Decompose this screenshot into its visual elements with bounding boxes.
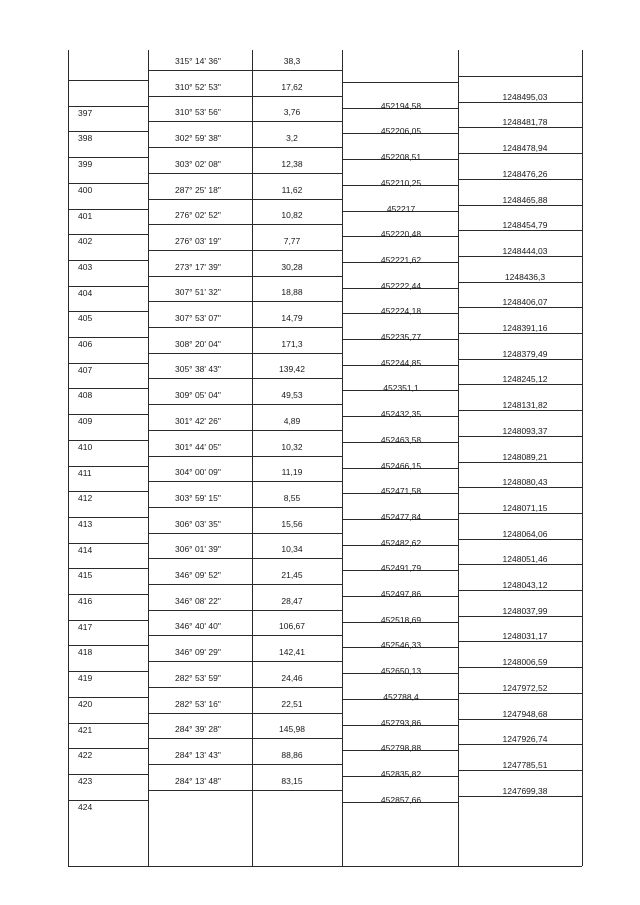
coordinate-x: 452835,82 — [380, 768, 422, 779]
row-line — [252, 121, 342, 122]
row-line — [458, 307, 582, 308]
point-number: 403 — [78, 261, 93, 272]
coordinate-x: 452518,69 — [380, 614, 422, 625]
row-line — [458, 127, 582, 128]
point-number: 407 — [78, 364, 93, 375]
row-line — [458, 282, 582, 283]
row-line — [458, 76, 582, 77]
row-line — [342, 82, 458, 83]
bearing-angle: 308° 20' 04" — [175, 338, 221, 349]
coordinate-x: 452220,48 — [380, 229, 422, 240]
segment-length: 10,82 — [281, 210, 303, 221]
coordinate-y: 1247948,68 — [502, 708, 548, 719]
row-line — [68, 311, 148, 312]
row-line — [68, 363, 148, 364]
row-line — [148, 353, 252, 354]
point-number: 419 — [78, 673, 93, 684]
bearing-angle: 304° 00' 09" — [175, 467, 221, 478]
segment-length: 15,56 — [281, 518, 303, 529]
row-line — [68, 234, 148, 235]
row-line — [458, 102, 582, 103]
row-line — [68, 80, 148, 81]
row-line — [252, 301, 342, 302]
row-line — [458, 744, 582, 745]
row-line — [252, 738, 342, 739]
row-line — [252, 70, 342, 71]
row-line — [458, 693, 582, 694]
bearing-angle: 346° 09' 29" — [175, 647, 221, 658]
coordinate-y: 1248465,88 — [502, 194, 548, 205]
row-line — [148, 687, 252, 688]
row-line — [68, 594, 148, 595]
row-line — [458, 179, 582, 180]
row-line — [458, 719, 582, 720]
row-line — [148, 173, 252, 174]
row-line — [68, 671, 148, 672]
row-line — [148, 481, 252, 482]
bearing-angle: 346° 09' 52" — [175, 570, 221, 580]
row-line — [458, 359, 582, 360]
point-number: 408 — [78, 390, 93, 401]
row-line — [458, 590, 582, 591]
row-line — [148, 199, 252, 200]
row-line — [148, 456, 252, 457]
coordinate-x: 452857,66 — [380, 794, 422, 805]
bearing-angle: 306° 03' 35" — [175, 518, 221, 529]
row-line — [68, 131, 148, 132]
segment-length: 106,67 — [279, 621, 305, 632]
bearing-angle: 306° 01' 39" — [175, 544, 221, 555]
coordinate-y: 1248089,21 — [502, 451, 548, 462]
segment-length: 83,15 — [281, 775, 303, 786]
row-line — [68, 106, 148, 107]
row-line — [148, 378, 252, 379]
segment-length: 11,19 — [281, 467, 303, 478]
row-line — [458, 205, 582, 206]
coordinate-y: 1248478,94 — [502, 143, 548, 154]
coordinate-y: 1248481,78 — [502, 117, 548, 128]
point-number: 413 — [78, 518, 93, 529]
point-number: 424 — [78, 801, 93, 812]
row-line — [252, 456, 342, 457]
table-bottom-border — [68, 866, 582, 867]
row-line — [458, 462, 582, 463]
segment-length: 10,32 — [281, 441, 303, 452]
segment-length: 21,45 — [281, 570, 303, 580]
row-line — [68, 440, 148, 441]
bearing-angle: 305° 38' 43" — [175, 364, 221, 375]
row-line — [68, 260, 148, 261]
row-line — [148, 301, 252, 302]
bearing-angle: 346° 40' 40" — [175, 621, 221, 632]
row-line — [148, 96, 252, 97]
bearing-angle: 284° 13' 48" — [175, 775, 221, 786]
coordinate-x: 452482,62 — [380, 537, 422, 548]
coordinate-x: 452471,58 — [380, 486, 422, 497]
row-line — [148, 610, 252, 611]
row-line — [148, 70, 252, 71]
coordinate-x: 452217 — [386, 203, 416, 214]
row-line — [252, 147, 342, 148]
point-number: 415 — [78, 570, 93, 581]
bearing-angle: 307° 53' 07" — [175, 313, 221, 323]
coordinate-x: 452244,85 — [380, 357, 422, 368]
segment-length: 30,28 — [281, 261, 303, 272]
coordinate-x: 452210,25 — [380, 177, 422, 188]
row-line — [252, 404, 342, 405]
bearing-angle: 282° 53' 16" — [175, 698, 221, 709]
segment-length: 14,79 — [281, 313, 303, 323]
point-number: 402 — [78, 236, 93, 247]
row-line — [68, 183, 148, 184]
coordinate-x: 452788,4 — [383, 691, 419, 702]
coordinate-x: 452650,13 — [380, 666, 422, 677]
bearing-angle: 303° 02' 08" — [175, 158, 221, 169]
row-line — [458, 539, 582, 540]
point-number: 398 — [78, 133, 93, 144]
coordinate-y: 1248051,46 — [502, 554, 548, 565]
segment-length: 139,42 — [279, 364, 305, 375]
coordinate-x: 452466,15 — [380, 460, 422, 471]
row-line — [148, 584, 252, 585]
row-line — [148, 558, 252, 559]
column-line — [582, 50, 583, 866]
row-line — [68, 800, 148, 801]
bearing-angle: 301° 42' 26" — [175, 415, 221, 426]
row-line — [252, 687, 342, 688]
row-line — [252, 224, 342, 225]
row-line — [68, 286, 148, 287]
coordinate-x: 452235,77 — [380, 332, 422, 342]
row-line — [148, 224, 252, 225]
row-line — [252, 430, 342, 431]
row-line — [148, 507, 252, 508]
coordinate-y: 1248031,17 — [502, 631, 548, 642]
coordinate-x: 452194,58 — [380, 100, 422, 111]
row-line — [458, 770, 582, 771]
point-number: 412 — [78, 493, 93, 504]
coordinate-x: 452432,35 — [380, 409, 422, 420]
point-number: 405 — [78, 313, 93, 324]
row-line — [458, 513, 582, 514]
row-line — [458, 230, 582, 231]
bearing-angle: 309° 05' 04" — [175, 390, 221, 401]
point-number: 400 — [78, 184, 93, 195]
segment-length: 49,53 — [281, 390, 303, 401]
segment-length: 10,34 — [281, 544, 303, 555]
bearing-angle: 287° 25' 18" — [175, 184, 221, 195]
coordinate-x: 452206,05 — [380, 126, 422, 137]
row-line — [252, 790, 342, 791]
bearing-angle: 284° 13' 43" — [175, 749, 221, 760]
coordinate-x: 452546,33 — [380, 640, 422, 651]
coordinate-y: 1248436,3 — [504, 271, 546, 282]
bearing-angle: 307° 51' 32" — [175, 287, 221, 298]
row-line — [68, 774, 148, 775]
row-line — [68, 388, 148, 389]
segment-length: 11,62 — [281, 184, 303, 195]
point-number: 399 — [78, 159, 93, 170]
row-line — [148, 764, 252, 765]
row-line — [252, 507, 342, 508]
row-line — [68, 337, 148, 338]
coordinate-y: 1248476,26 — [502, 168, 548, 179]
row-line — [458, 641, 582, 642]
coordinate-x: 452221,62 — [380, 254, 422, 265]
bearing-angle: 315° 14' 36" — [175, 56, 221, 66]
segment-length: 3,2 — [286, 133, 298, 144]
row-line — [148, 661, 252, 662]
bearing-angle: 303° 59' 15" — [175, 492, 221, 503]
row-line — [458, 410, 582, 411]
coordinate-x: 452351,1 — [383, 383, 419, 394]
row-line — [252, 327, 342, 328]
row-line — [252, 610, 342, 611]
coordinate-y: 1248080,43 — [502, 477, 548, 488]
row-line — [148, 250, 252, 251]
row-line — [252, 96, 342, 97]
segment-length: 171,3 — [281, 338, 303, 349]
coordinate-y: 1248131,82 — [502, 400, 548, 411]
row-line — [68, 157, 148, 158]
row-line — [148, 430, 252, 431]
point-number: 420 — [78, 698, 93, 709]
row-line — [148, 327, 252, 328]
row-line — [252, 173, 342, 174]
row-line — [458, 256, 582, 257]
column-line — [68, 50, 69, 866]
row-line — [148, 790, 252, 791]
row-line — [252, 353, 342, 354]
bearing-angle: 273° 17' 39" — [175, 261, 221, 272]
row-line — [68, 209, 148, 210]
row-line — [252, 481, 342, 482]
point-number: 416 — [78, 596, 93, 606]
point-number: 417 — [78, 621, 93, 632]
coordinate-x: 452477,84 — [380, 511, 422, 522]
segment-length: 8,55 — [283, 492, 301, 503]
coordinate-y: 1247926,74 — [502, 734, 548, 745]
bearing-angle: 310° 53' 56" — [175, 107, 221, 118]
row-line — [68, 645, 148, 646]
point-number: 411 — [78, 467, 92, 478]
row-line — [458, 153, 582, 154]
segment-length: 88,86 — [281, 749, 303, 760]
coordinate-y: 1247972,52 — [502, 682, 548, 693]
row-line — [148, 635, 252, 636]
row-line — [68, 748, 148, 749]
coordinate-y: 1248093,37 — [502, 425, 548, 436]
coordinate-y: 1248006,59 — [502, 657, 548, 668]
point-number: 410 — [78, 441, 93, 452]
row-line — [252, 558, 342, 559]
segment-length: 24,46 — [281, 672, 303, 683]
row-line — [148, 533, 252, 534]
row-line — [252, 713, 342, 714]
coordinate-y: 1248064,06 — [502, 528, 548, 539]
bearing-angle: 276° 02' 52" — [175, 210, 221, 221]
bearing-angle: 276° 03' 19" — [175, 235, 221, 246]
row-line — [68, 517, 148, 518]
segment-length: 142,41 — [279, 647, 305, 658]
coordinate-x: 452491,79 — [380, 563, 422, 574]
row-line — [148, 147, 252, 148]
coordinate-y: 1248495,03 — [502, 91, 548, 102]
row-line — [252, 378, 342, 379]
segment-length: 22,51 — [281, 698, 303, 709]
coordinate-x: 452222,44 — [380, 280, 422, 291]
coordinate-y: 1248454,79 — [502, 220, 548, 231]
coordinate-y: 1248037,99 — [502, 605, 548, 616]
row-line — [252, 250, 342, 251]
row-line — [252, 661, 342, 662]
row-line — [68, 543, 148, 544]
row-line — [458, 333, 582, 334]
row-line — [68, 568, 148, 569]
row-line — [458, 616, 582, 617]
coordinate-y: 1248391,16 — [502, 323, 548, 333]
coordinate-y: 1247699,38 — [502, 785, 548, 796]
bearing-angle: 284° 39' 28" — [175, 724, 221, 735]
point-number: 418 — [78, 647, 93, 658]
coordinate-y: 1248379,49 — [502, 348, 548, 359]
coordinate-y: 1248043,12 — [502, 580, 548, 590]
row-line — [252, 276, 342, 277]
segment-length: 12,38 — [281, 158, 303, 169]
row-line — [458, 796, 582, 797]
segment-length: 3,76 — [283, 107, 301, 118]
coordinate-x: 452793,86 — [380, 717, 422, 728]
row-line — [148, 738, 252, 739]
bearing-angle: 282° 53' 59" — [175, 672, 221, 683]
coordinate-x: 452497,86 — [380, 589, 422, 599]
point-number: 414 — [78, 544, 93, 555]
segment-length: 4,89 — [283, 415, 301, 426]
row-line — [252, 635, 342, 636]
row-line — [68, 466, 148, 467]
bearing-angle: 346° 08' 22" — [175, 595, 221, 606]
bearing-angle: 302° 59' 38" — [175, 133, 221, 144]
row-line — [68, 723, 148, 724]
bearing-angle: 310° 52' 53" — [175, 81, 221, 92]
column-line — [342, 50, 343, 866]
segment-length: 145,98 — [279, 724, 305, 735]
segment-length: 38,3 — [283, 56, 301, 66]
row-line — [252, 584, 342, 585]
row-line — [458, 487, 582, 488]
row-line — [252, 199, 342, 200]
coordinate-y: 1248071,15 — [502, 502, 548, 513]
point-number: 422 — [78, 750, 93, 761]
point-number: 401 — [78, 210, 93, 221]
row-line — [252, 764, 342, 765]
row-line — [148, 276, 252, 277]
coordinate-y: 1248444,03 — [502, 245, 548, 256]
coordinate-y: 1248245,12 — [502, 374, 548, 385]
coordinate-x: 452463,58 — [380, 434, 422, 445]
segment-length: 28,47 — [281, 595, 303, 606]
row-line — [458, 667, 582, 668]
bearing-angle: 301° 44' 05" — [175, 441, 221, 452]
row-line — [458, 384, 582, 385]
segment-length: 17,62 — [281, 81, 303, 92]
point-number: 423 — [78, 775, 93, 786]
row-line — [68, 620, 148, 621]
row-line — [148, 404, 252, 405]
coordinate-x: 452224,18 — [380, 306, 422, 317]
row-line — [458, 564, 582, 565]
segment-length: 7,77 — [283, 235, 301, 246]
coordinate-x: 452798,88 — [380, 743, 422, 754]
row-line — [252, 533, 342, 534]
point-number: 406 — [78, 339, 93, 349]
segment-length: 18,88 — [281, 287, 303, 298]
coordinate-x: 452208,51 — [380, 152, 422, 163]
coordinate-y: 1248406,07 — [502, 297, 548, 308]
row-line — [68, 491, 148, 492]
point-number: 404 — [78, 287, 93, 298]
point-number: 397 — [78, 107, 93, 118]
row-line — [458, 436, 582, 437]
row-line — [68, 414, 148, 415]
row-line — [68, 697, 148, 698]
point-number: 409 — [78, 416, 93, 427]
row-line — [148, 713, 252, 714]
row-line — [148, 121, 252, 122]
point-number: 421 — [78, 724, 93, 735]
coordinate-y: 1247785,51 — [502, 759, 548, 770]
